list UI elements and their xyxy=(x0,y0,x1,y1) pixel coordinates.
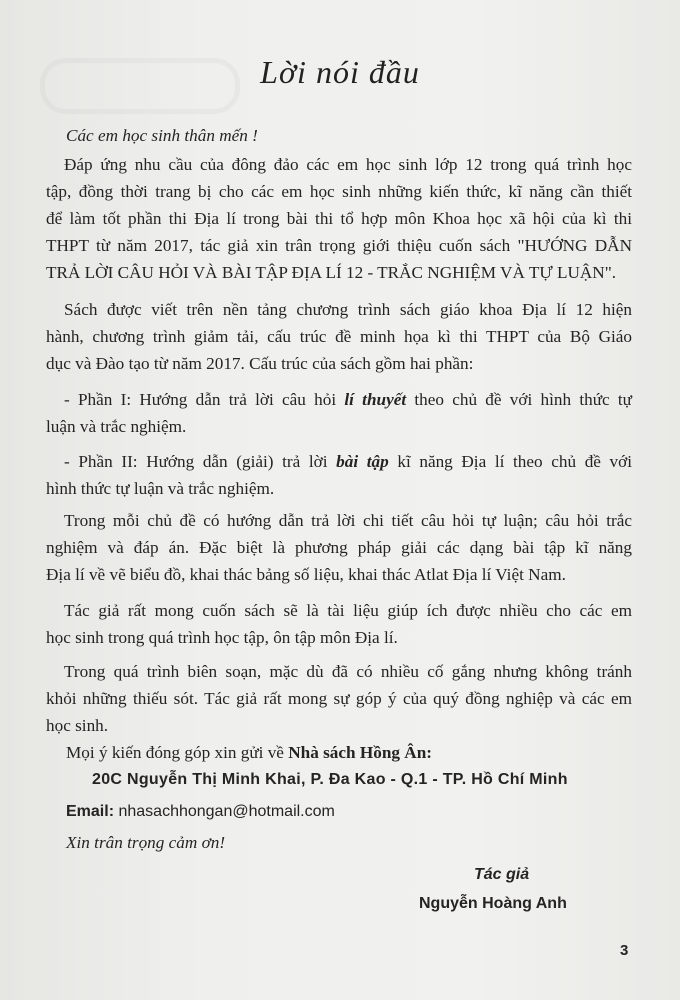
publisher-address: 20C Nguyễn Thị Minh Khai, P. Đa Kao - Q.1 - TP. Hồ Chí Minh xyxy=(92,771,568,788)
page-title: Lời nói đầu xyxy=(260,54,420,90)
email-line xyxy=(66,798,335,825)
text-line: tập, đồng thời trang bị cho các em học sinh những kiến thức, kĩ năng cần thiết xyxy=(46,182,632,201)
contact-lead: Mọi ý kiến đóng góp xin gửi về xyxy=(66,743,289,762)
text-line xyxy=(46,448,632,475)
contact-line xyxy=(66,739,432,766)
text-line: nghiệm và đáp án. Đặc biệt là phương pháp giải các dạng bài tập kĩ năng xyxy=(46,538,632,557)
text-line: THPT từ năm 2017, tác giả xin trân trọng giới thiệu cuốn sách "HƯỚNG DẪN xyxy=(46,236,632,255)
email-address: nhasachhongan@hotmail.com xyxy=(118,803,335,820)
salutation: Các em học sinh thân mến ! xyxy=(66,126,258,145)
thanks-line: Xin trân trọng cảm ơn! xyxy=(66,833,226,852)
author-name: Nguyễn Hoàng Anh xyxy=(419,895,567,912)
paragraph-intro xyxy=(46,151,632,286)
text-line: hành, chương trình giảm tải, cấu trúc đề minh họa kì thi THPT của Bộ Giáo xyxy=(46,327,632,346)
paragraph-structure xyxy=(46,296,632,377)
text-line: dục và Đào tạo từ năm 2017. Cấu trúc của sách gồm hai phần: xyxy=(46,354,474,373)
text-line: Sách được viết trên nền tảng chương trình sách giáo khoa Địa lí 12 hiện xyxy=(64,300,632,319)
text-line: hình thức tự luận và trắc nghiệm. xyxy=(46,479,275,498)
part-one-emphasis: lí thuyết xyxy=(344,390,407,409)
text-line: Trong mỗi chủ đề có hướng dẫn trả lời chi tiết câu hỏi tự luận; câu hỏi trắc xyxy=(64,511,632,530)
text-line: khỏi những thiếu sót. Tác giả rất mong sự góp ý của quý đồng nghiệp và các em xyxy=(46,689,632,708)
text-line: học sinh trong quá trình học tập, ôn tập môn Địa lí. xyxy=(46,628,398,647)
email-label: Email: xyxy=(66,803,115,820)
part-two-suffix: kĩ năng Địa lí theo chủ đề với xyxy=(388,452,632,471)
part-two-prefix: - Phần II: Hướng dẫn (giải) trả lời xyxy=(64,452,337,471)
part-two xyxy=(46,448,632,502)
part-one-prefix: - Phần I: Hướng dẫn trả lời câu hỏi xyxy=(64,390,345,409)
text-line: Tác giả rất mong cuốn sách sẽ là tài liệu giúp ích được nhiều cho các em xyxy=(64,601,632,620)
text-line: để làm tốt phần thi Địa lí trong bài thi tổ hợp môn Khoa học xã hội của kì thi xyxy=(46,209,632,228)
part-one-suffix: theo chủ đề với hình thức tự xyxy=(406,390,632,409)
paragraph-feedback xyxy=(46,658,632,739)
part-two-emphasis: bài tập xyxy=(336,452,389,471)
text-line: luận và trắc nghiệm. xyxy=(46,417,187,436)
publisher-name: Nhà sách Hồng Ân: xyxy=(288,743,432,762)
text-line: Địa lí về vẽ biểu đồ, khai thác bảng số liệu, khai thác Atlat Địa lí Việt Nam. xyxy=(46,565,566,584)
text-line: Đáp ứng nhu cầu của đông đảo các em học sinh lớp 12 trong quá trình học xyxy=(64,155,632,174)
text-line xyxy=(46,386,632,413)
page-number: 3 xyxy=(620,942,629,959)
text-line: TRẢ LỜI CÂU HỎI VÀ BÀI TẬP ĐỊA LÍ 12 - TRẮC NGHIỆM VÀ TỰ LUẬN". xyxy=(46,263,617,282)
paragraph-hope xyxy=(46,597,632,651)
text-line: học sinh. xyxy=(46,716,109,735)
author-title: Tác giả xyxy=(474,866,530,883)
part-one xyxy=(46,386,632,440)
text-line: Trong quá trình biên soạn, mặc dù đã có nhiều cố gắng nhưng không tránh xyxy=(64,662,632,681)
paragraph-topics xyxy=(46,507,632,588)
